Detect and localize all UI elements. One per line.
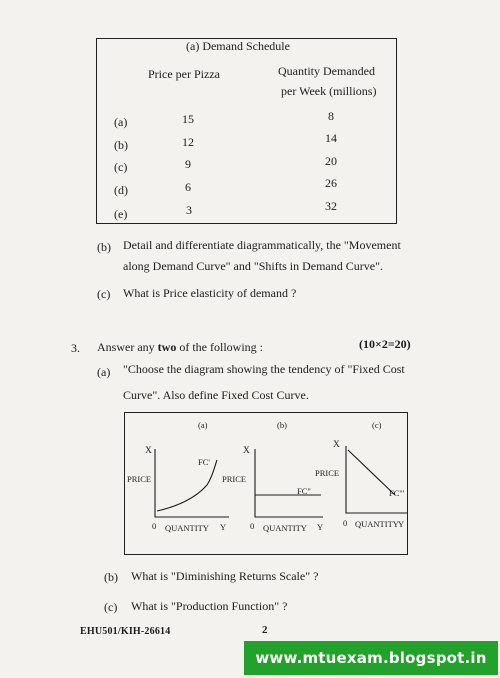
diagram-b-tag: (b) — [277, 420, 287, 430]
watermark-banner[interactable] — [244, 641, 498, 675]
diagram-b-x-end: Y — [317, 522, 324, 532]
row-label: (e) — [114, 207, 128, 221]
diagram-a-y-axis: X — [145, 446, 152, 456]
question-label: (c) — [104, 600, 118, 614]
row-price: 3 — [186, 203, 192, 217]
diagram-c-line — [348, 450, 395, 495]
marks: (10×2=20) — [359, 337, 411, 351]
question-label: (c) — [97, 287, 111, 301]
row-price: 6 — [185, 180, 191, 194]
diagram-a-curve — [157, 457, 217, 511]
question-label: (b) — [97, 240, 111, 254]
diagram-b-x-label: QUANTITY — [263, 523, 307, 533]
diagram-b-price-label: PRICE — [222, 474, 247, 484]
diagram-c-tag: (c) — [372, 420, 382, 430]
price-column-header: Price per Pizza — [148, 67, 220, 81]
row-quantity: 14 — [325, 131, 337, 145]
diagram-c-x-label: QUANTITY — [355, 519, 399, 529]
watermark-url[interactable]: www.mtuexam.blogspot.in — [255, 649, 487, 667]
question-text: What is "Production Function" ? — [131, 599, 288, 613]
row-label: (c) — [114, 160, 128, 174]
question-text: Answer any two of the following : — [97, 340, 263, 354]
question-number: 3. — [71, 341, 80, 355]
quantity-column-header-line2: per Week (millions) — [281, 84, 377, 98]
row-price: 9 — [185, 157, 191, 171]
question-text: "Choose the diagram showing the tendency of "Fixed Cost — [123, 362, 405, 376]
diagram-a-origin: 0 — [152, 521, 157, 531]
schedule-title: (a) Demand Schedule — [186, 39, 290, 53]
fixed-cost-diagrams-box — [124, 412, 408, 555]
diagram-a-tag: (a) — [198, 420, 208, 430]
question-text: What is "Diminishing Returns Scale" ? — [131, 569, 319, 583]
row-label: (d) — [114, 183, 128, 197]
fixed-cost-diagrams — [125, 413, 409, 556]
question-text: What is Price elasticity of demand ? — [123, 286, 297, 300]
row-quantity: 32 — [325, 199, 337, 213]
row-quantity: 8 — [328, 109, 334, 123]
row-quantity: 20 — [325, 154, 337, 168]
quantity-column-header-line1: Quantity Demanded — [278, 64, 375, 78]
diagram-c-y-axis: X — [333, 440, 340, 450]
question-text: Detail and differentiate diagrammatically, the "Movement — [123, 238, 401, 252]
question-text: along Demand Curve" and "Shifts in Demand Curve". — [123, 259, 383, 273]
row-quantity: 26 — [325, 176, 337, 190]
paper-code: EHU501/KIH-26614 — [80, 626, 171, 637]
diagram-a-price-label: PRICE — [127, 474, 152, 484]
row-label: (a) — [114, 115, 128, 129]
row-label: (b) — [114, 138, 128, 152]
diagram-b-y-axis: X — [243, 446, 250, 456]
diagram-a-x-label: QUANTITY — [165, 523, 209, 533]
question-label: (a) — [97, 365, 111, 379]
diagram-c-curve-label: FC'" — [389, 488, 405, 498]
diagram-b-axes — [255, 449, 323, 517]
row-price: 15 — [182, 112, 194, 126]
diagram-a-curve-label: FC' — [198, 457, 210, 467]
diagram-a-x-end: Y — [220, 522, 227, 532]
question-label: (b) — [104, 570, 118, 584]
diagram-b-origin: 0 — [250, 521, 255, 531]
diagram-a-axes — [155, 449, 229, 517]
row-price: 12 — [182, 135, 194, 149]
question-text: Curve". Also define Fixed Cost Curve. — [123, 388, 309, 402]
diagram-c-x-end: Y — [398, 519, 405, 529]
page-number: 2 — [262, 624, 268, 636]
diagram-c-price-label: PRICE — [315, 468, 340, 478]
diagram-c-origin: 0 — [343, 518, 348, 528]
diagram-b-curve-label: FC" — [297, 486, 311, 496]
diagram-c-axes — [346, 446, 408, 513]
